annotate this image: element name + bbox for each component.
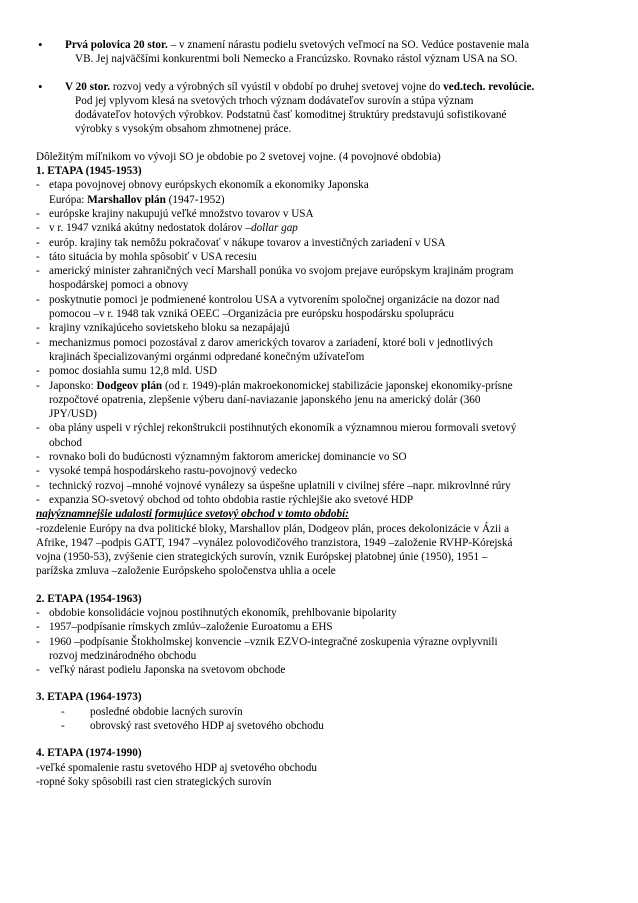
document-page — [36, 38, 608, 789]
list-item: - americký minister zahraničných vecí Marshall ponúka vo svojom prejave európskym krajinám program hospodárskej pomoci a obnovy — [36, 265, 514, 292]
list-item: - 1957–podpísanie rímskych zmlúv–založenie Euroatomu a EHS — [36, 621, 333, 634]
section-heading: 3. ETAPA (1964-1973) — [36, 691, 142, 704]
list-item: - etapa povojnovej obnovy európskych ekonomík a ekonomiky Japonska Európa: Marshallov plán (1947-1952) — [36, 179, 369, 206]
events-paragraph: -rozdelenie Európy na dva politické bloky, Marshallov plán, Dodgeov plán, proces dekolonizácie v Ázii a — [36, 522, 510, 535]
bullet-title: Prvá polovica 20 stor. — [65, 39, 168, 51]
bullet-icon: • — [38, 78, 43, 94]
list-item: - európ. krajiny tak nemôžu pokračovať v nákupe tovarov a investičných zariadení v USA — [36, 236, 446, 249]
list-item: -ropné šoky spôsobili rast cien strategických surovín — [36, 775, 272, 788]
list-item: - expanzia SO-svetový obchod od tohto obdobia rastie rýchlejšie ako svetové HDP — [36, 493, 414, 506]
section-etapa-1: 1. ETAPA (1945-1953) - etapa povojnovej obnovy európskych ekonomík a ekonomiky Japonska Európa: Marshallov plán (1947-1952) - európske krajiny nakupujú veľké množstvo tovarov v USA - v r. 1947 vzniká akútny nedostatok dolárov –dollar gap - európ. krajiny tak nemôžu pokračovať v nákupe tovarov a investičných zariadení v USA - táto situácia by mohla spôsobiť v USA recesiu - americký minister zahraničných vecí Marshall ponúka vo svojom prejave európskym krajinám program hospodárskej pomoci a obnovy - poskytnutie pomoci je podmienené kontrolou USA a vytvorením spoločnej organizácie na dozor nad pomocou –v r. 1948 tak vzniká OEEC –Organizácia pre európsku hospodársku spoluprácu - krajiny vznikajúceho sovietskeho bloku sa nezapájajú - mechanizmus pomoci pozostával z darov amerických tovarov a zariadení, ktoré boli v jednotlivých krajinách špecializovanými orgánmi odpredané konečným užívateľom - pomoc dosiahla sumu 12,8 mld. USD - Japonsko: Dodgeov plán (od r. 1949)-plán makroekonomickej stabilizácie japonskej ekonomiky-prísne rozpočtové opatrenia, zlepšenie výberu daní-naviazanie japonského jenu na americký dolár (360 JPY/USD) - oba plány uspeli v rýchlej rekonštrukcii postihnutých ekonomík a významnou mierou formovali svetový obchod - rovnako boli do budúcnosti významným faktorom americkej dominancie vo SO - vysoké tempá hospodárskeho rastu-povojnový vedecko - technický rozvoj –mnohé vojnové vynálezy sa úspešne uplatnili v civilnej sfére –napr. mikrovlnné rúry - expanzia SO-svetový obchod od tohto obdobia rastie rýchlejšie ako svetové HDP najvýznamnejšie udalosti formujúce svetový obchod v tomto období: -rozdelenie Európy na dva politické bloky, Marshallov plán, Dodgeov plán, proces dekolonizácie v Ázii a Afrike, 1947 –podpis GATT, 1947 –vynález polovodičového tranzistora, 1949 –založenie RVHP-Kórejská vojna (1950-53), zvýšenie cien strategických surovín, vznik Európskej platobnej únie (1950), 1951 – parížska zmluva –založenie Európskeho spoločenstva uhlia a ocele — [36, 164, 608, 579]
section-etapa-4 — [36, 746, 608, 789]
intro-paragraph: Dôležitým míľnikom vo vývoji SO je obdobie po 2 svetovej vojne. (4 povojnové obdobia) — [36, 150, 441, 163]
list-item: - rovnako boli do budúcnosti významným faktorom americkej dominancie vo SO — [36, 451, 407, 464]
list-item: - v r. 1947 vzniká akútny nedostatok dolárov –dollar gap — [36, 222, 298, 235]
list-item: - mechanizmus pomoci pozostával z darov amerických tovarov a zariadení, ktoré boli v jednotlivých krajinách špecializovanými orgánmi odpredané konečným užívateľom — [36, 336, 493, 363]
bullet-title: V 20 stor. — [65, 80, 111, 93]
list-item: - európske krajiny nakupujú veľké množstvo tovarov v USA — [36, 207, 314, 220]
section-etapa-3 — [36, 690, 608, 733]
section-heading: 2. ETAPA (1954-1963) — [36, 592, 142, 605]
list-item: - poskytnutie pomoci je podmienené kontrolou USA a vytvorením spoločnej organizácie na dozor nad pomocou –v r. 1948 tak vzniká OEEC –Organizácia pre európsku hospodársku spoluprácu — [36, 293, 500, 321]
list-item: - vysoké tempá hospodárskeho rastu-povojnový vedecko — [36, 465, 297, 478]
list-item: - obdobie konsolidácie vojnou postihnutých ekonomík, prehlbovanie bipolarity — [36, 606, 397, 619]
list-item: - krajiny vznikajúceho sovietskeho bloku sa nezapájajú — [36, 322, 290, 335]
bullet-icon: • — [38, 37, 43, 52]
bullet-first-half-20c: • Prvá polovica 20 stor. – v znamení nárastu podielu svetových veľmocí na SO. Vedúce postavenie mala VB. Jej najväčšími konkurentmi boli Nemecko a Francúzsko. Rovnako rástol význam USA na SO. — [38, 37, 530, 66]
section-heading: 1. ETAPA (1945-1953) — [36, 165, 142, 178]
list-item: - Japonsko: Dodgeov plán (od r. 1949)-plán makroekonomickej stabilizácie japonskej ekonomiky-prísne rozpočtové opatrenia, zlepšenie výberu daní-naviazanie japonského jenu na americký dolár (360 JPY/USD) — [36, 379, 513, 421]
list-item: - posledné obdobie lacných surovín — [61, 705, 243, 718]
list-item: - veľký nárast podielu Japonska na svetovom obchode — [36, 664, 286, 677]
list-item: - 1960 –podpísanie Štokholmskej konvencie –vznik EZVO-integračné zoskupenia výrazne ovplyvnili rozvoj medzinárodného obchodu — [36, 635, 498, 662]
list-item: - pomoc dosiahla sumu 12,8 mld. USD — [36, 365, 218, 378]
list-item: - obrovský rast svetového HDP aj svetového obchodu — [61, 720, 324, 733]
list-item: -veľké spomalenie rastu svetového HDP aj svetového obchodu — [36, 761, 317, 774]
highlight-heading: najvýznamnejšie udalosti formujúce svetový obchod v tomto období: — [36, 508, 349, 521]
section-etapa-2 — [36, 592, 608, 678]
bullet-20c: • V 20 stor. rozvoj vedy a výrobných síl vyústil v období po druhej svetovej vojne do ved.tech. revolúcie. Pod jej vplyvom klesá na svetových trhoch význam dodávateľov surovín a stúpa význam dodávateľov hotových výrobkov. Podstatnú časť komoditnej štruktúry predstavujú sofistikované výrobky s vysokým obsahom zhmotnenej práce. — [38, 78, 535, 136]
list-item: - táto situácia by mohla spôsobiť v USA recesiu — [36, 250, 257, 263]
list-item: - technický rozvoj –mnohé vojnové vynálezy sa úspešne uplatnili v civilnej sfére –napr. mikrovlnné rúry — [36, 479, 511, 492]
list-item: - oba plány uspeli v rýchlej rekonštrukcii postihnutých ekonomík a významnou mierou formovali svetový obchod — [36, 422, 517, 449]
section-heading: 4. ETAPA (1974-1990) — [36, 747, 142, 760]
